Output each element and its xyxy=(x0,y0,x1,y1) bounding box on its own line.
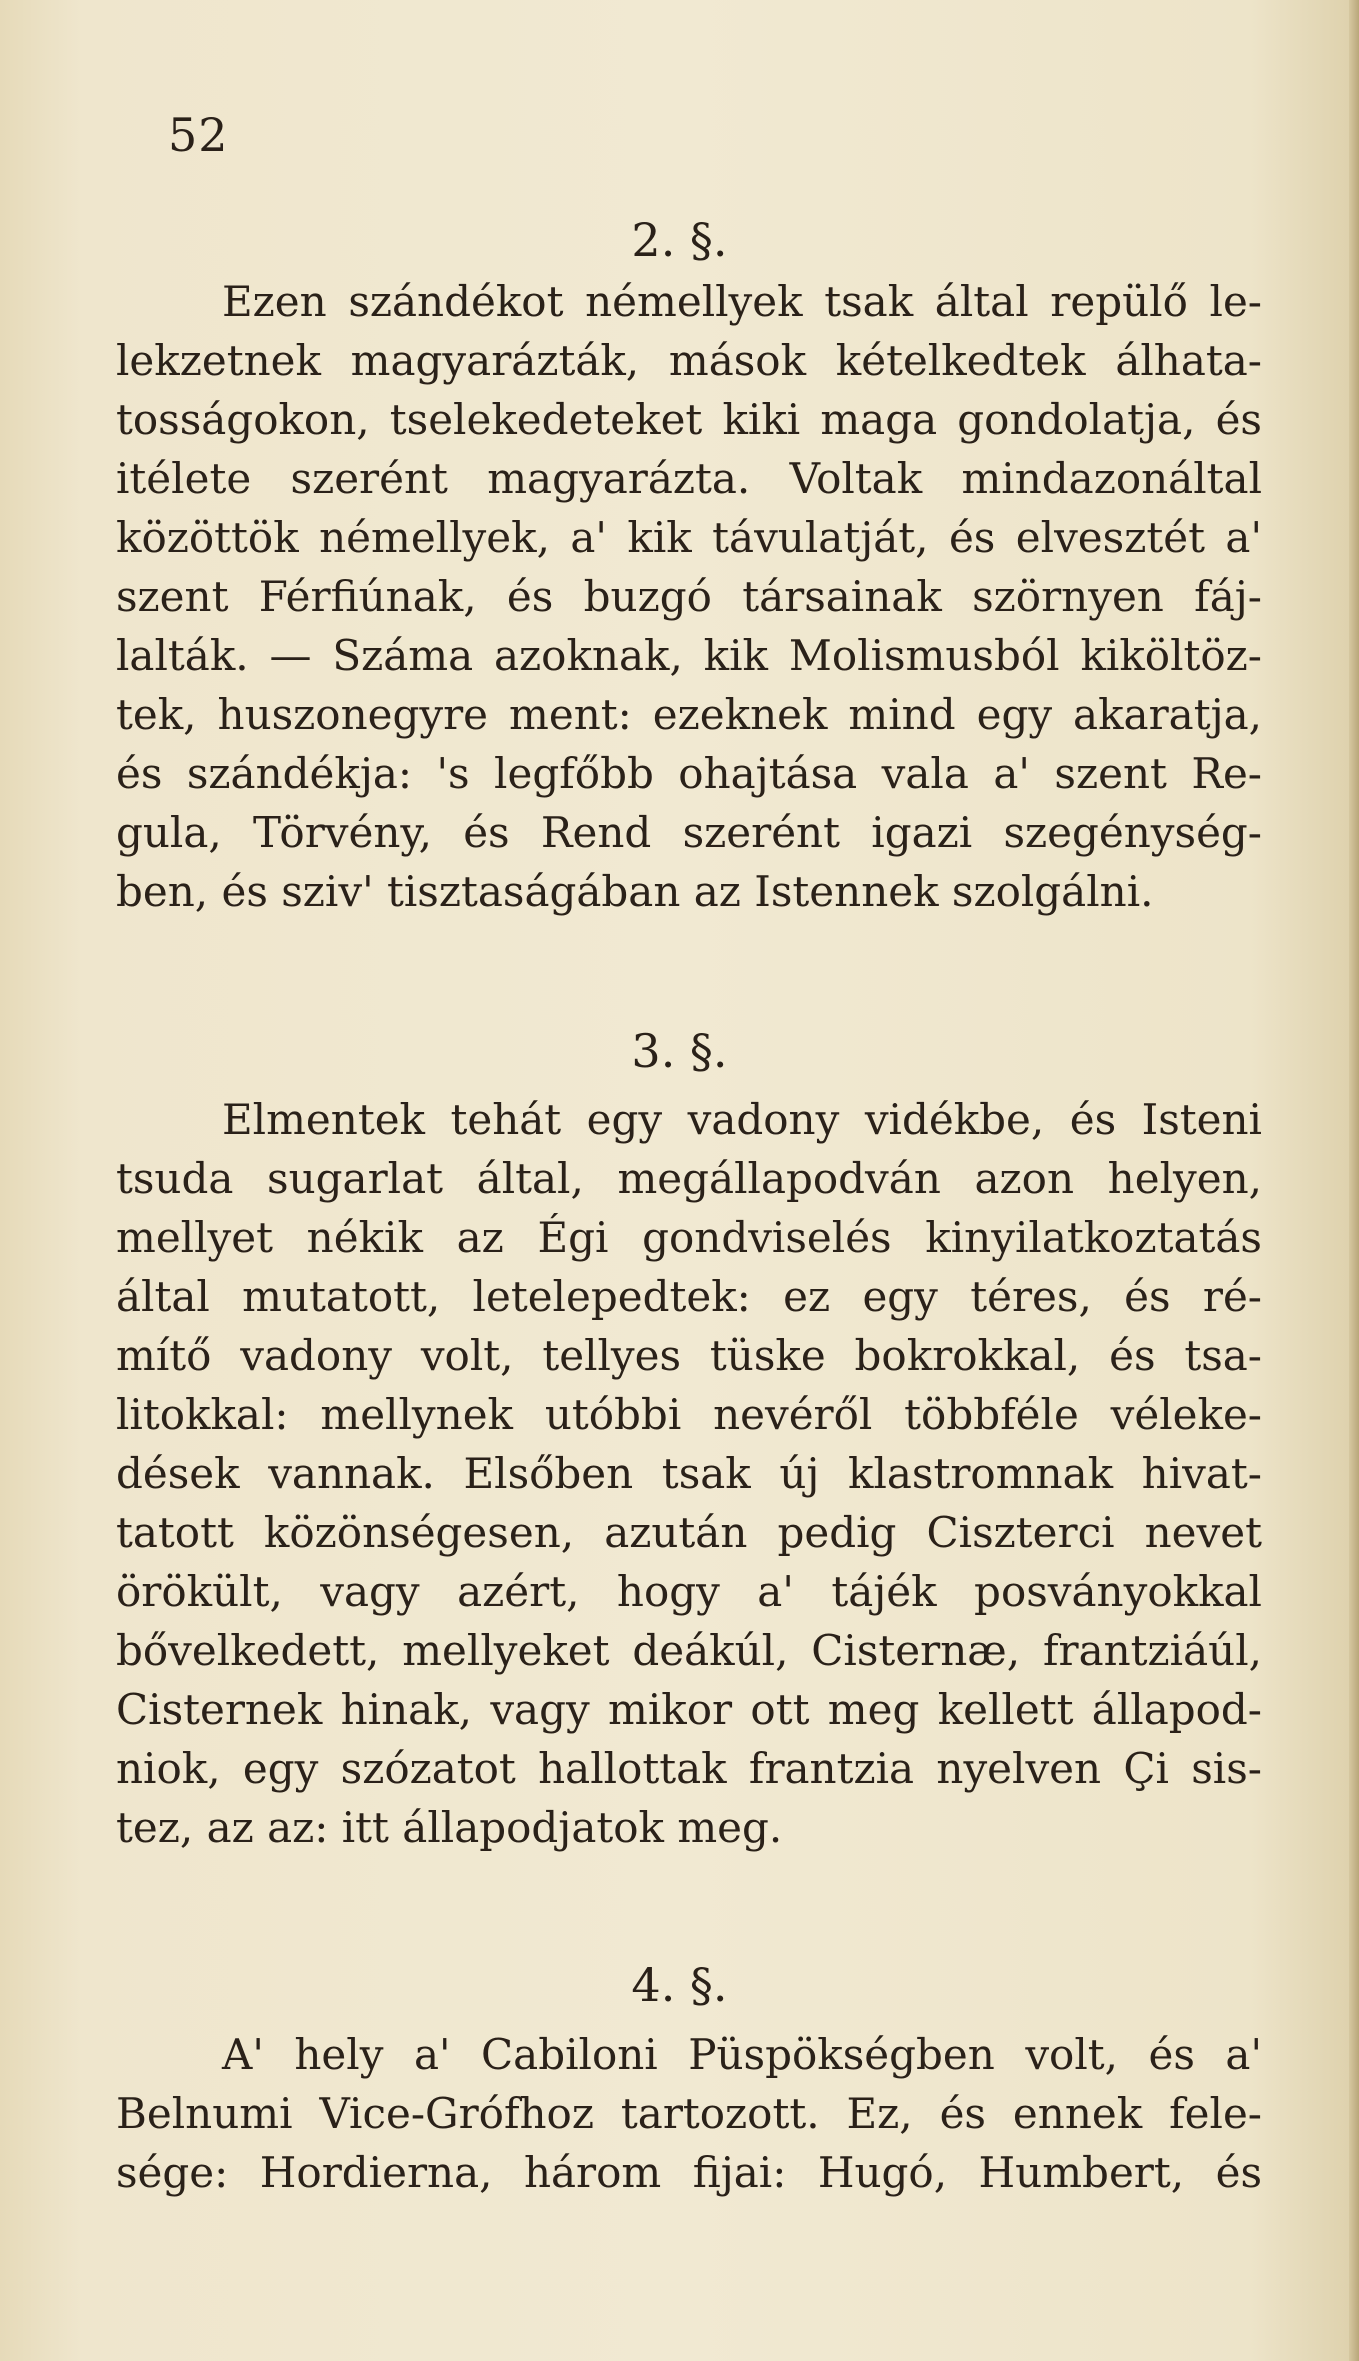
text-line: bővelkedett, mellyeket deákúl, Cisternæ, frantziáúl, xyxy=(116,1626,1262,1675)
section-heading-4: 4. §. xyxy=(631,1958,728,2012)
text-line: közöttök némellyek, a' kik távulatját, és elvesztét a' xyxy=(116,513,1262,562)
text-line: mítő vadony volt, tellyes tüske bokrokkal, és tsa- xyxy=(116,1331,1262,1380)
paragraph-section-2 xyxy=(116,272,1262,921)
paragraph-section-3 xyxy=(116,1090,1262,1857)
text-line: tatott közönségesen, azután pedig Ciszterci nevet xyxy=(116,1508,1262,1557)
text-line: tsuda sugarlat által, megállapodván azon helyen, xyxy=(116,1154,1262,1203)
section-heading-3: 3. §. xyxy=(631,1024,728,1078)
text-line: Ezen szándékot némellyek tsak által repülő le- xyxy=(222,277,1262,326)
text-line: örökült, vagy azért, hogy a' tájék posványokkal xyxy=(116,1567,1262,1616)
text-line: tez, az az: itt állapodjatok meg. xyxy=(116,1803,783,1852)
text-line: lalták. — Száma azoknak, kik Molismusból kiköltöz- xyxy=(116,631,1262,680)
text-line: dések vannak. Elsőben tsak új klastromnak hivat- xyxy=(116,1449,1262,1498)
text-line: sége: Hordierna, három fijai: Hugó, Humbert, és xyxy=(116,2148,1262,2197)
text-line: tosságokon, tselekedeteket kiki maga gondolatja, és xyxy=(116,395,1262,444)
text-line: litokkal: mellynek utóbbi nevéről többféle véleke- xyxy=(116,1390,1262,1439)
section-heading-2: 2. §. xyxy=(631,213,728,267)
page-number: 52 xyxy=(168,108,229,162)
text-line: mellyet nékik az Égi gondviselés kinyilatkoztatás xyxy=(116,1213,1262,1262)
text-line: Cisternek hinak, vagy mikor ott meg kellett állapod- xyxy=(116,1685,1262,1734)
text-line: szent Férfiúnak, és buzgó társainak szörnyen fáj- xyxy=(116,572,1262,621)
text-line: itélete szerént magyarázta. Voltak mindazonáltal xyxy=(116,454,1262,503)
text-line: A' hely a' Cabiloni Püspökségben volt, és a' xyxy=(222,2030,1262,2079)
text-line: és szándékja: 's legfőbb ohajtása vala a' szent Re- xyxy=(116,749,1262,798)
text-line: lekzetnek magyarázták, mások kételkedtek álhata- xyxy=(116,336,1262,385)
text-line: gula, Törvény, és Rend szerént igazi szegénység- xyxy=(116,808,1262,857)
text-line: niok, egy szózatot hallottak frantzia nyelven Çi sis- xyxy=(116,1744,1262,1793)
text-line: Belnumi Vice-Grófhoz tartozott. Ez, és ennek fele- xyxy=(116,2089,1262,2138)
text-line: Elmentek tehát egy vadony vidékbe, és Isteni xyxy=(222,1095,1262,1144)
text-line: által mutatott, letelepedtek: ez egy téres, és ré- xyxy=(116,1272,1262,1321)
paragraph-section-4 xyxy=(116,2025,1262,2202)
text-line: ben, és sziv' tisztaságában az Istennek szolgálni. xyxy=(116,867,1154,916)
text-line: tek, huszonegyre ment: ezeknek mind egy akaratja, xyxy=(116,690,1262,739)
